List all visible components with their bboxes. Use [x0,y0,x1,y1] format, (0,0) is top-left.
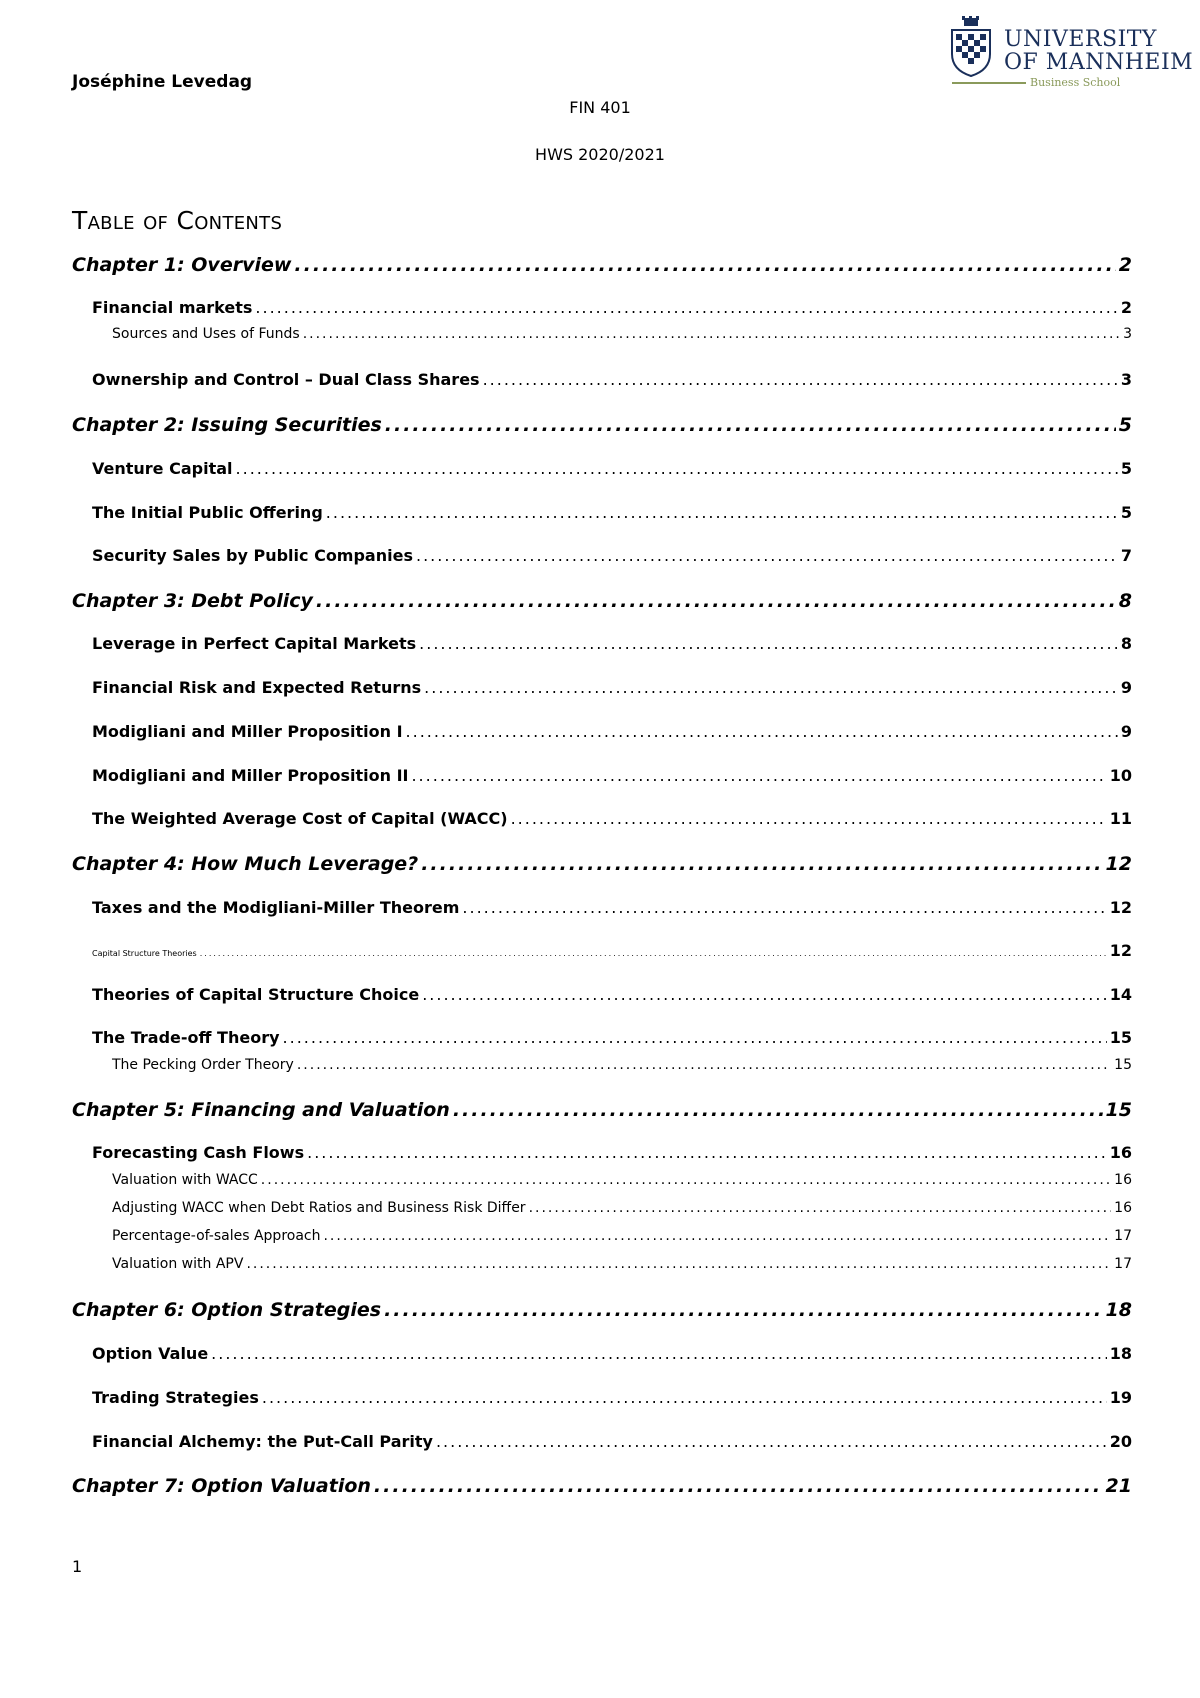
toc-entry-label: Ownership and Control – Dual Class Shares [92,370,480,389]
toc-entry-label: Venture Capital [92,459,233,478]
toc-entry[interactable] [72,1344,1132,1363]
toc-entry-page: 3 [1120,370,1132,389]
toc-entry-page: 2 [1118,254,1132,276]
toc-entry[interactable] [72,898,1132,917]
dot-leader [416,546,1118,565]
dot-leader [462,898,1106,917]
toc-entry-label: Modigliani and Miller Proposition I [92,722,403,741]
toc-entry[interactable] [72,1228,1132,1244]
dot-leader [236,459,1118,478]
toc-entry-label: Adjusting WACC when Debt Ratios and Business Risk Differ [112,1200,526,1216]
dot-leader [283,1028,1107,1047]
toc-entry-page: 20 [1109,1432,1132,1451]
dot-leader [384,1299,1102,1321]
toc-entry-label: Modigliani and Miller Proposition II [92,766,409,785]
toc-entry[interactable] [72,590,1132,612]
toc-entry[interactable] [72,1172,1132,1188]
toc-entry-label: Leverage in Perfect Capital Markets [92,634,417,653]
toc-entry-label: Chapter 2: Issuing Securities [72,414,382,436]
toc-entry-label: Option Value [92,1344,209,1363]
toc-entry-label: Valuation with APV [112,1256,244,1272]
author-name: Joséphine Levedag [72,72,253,92]
toc-entry-page: 5 [1120,503,1132,522]
toc-entry[interactable] [72,1388,1132,1407]
logo-wordmark [1004,28,1193,74]
dot-leader [374,1475,1103,1497]
toc-entry-page: 12 [1109,941,1132,960]
toc-entry[interactable] [72,326,1132,342]
toc-entry-label: The Weighted Average Cost of Capital (WACC) [92,809,508,828]
dot-leader [297,1057,1111,1073]
logo-line-1: UNIVERSITY [1004,27,1157,52]
toc-entry[interactable] [72,853,1132,875]
dot-leader [303,326,1120,342]
dot-leader [200,949,1107,958]
toc-entry[interactable] [72,546,1132,565]
page-number: 1 [72,1557,83,1576]
toc-entry-page: 18 [1109,1344,1132,1363]
toc-entry-page: 18 [1105,1299,1132,1321]
toc-entry[interactable] [72,809,1132,828]
dot-leader [294,254,1115,276]
toc-entry-page: 8 [1118,590,1132,612]
dot-leader [424,678,1118,697]
toc-entry-page: 12 [1105,853,1132,875]
toc-entry-label: Chapter 4: How Much Leverage? [72,853,419,875]
toc-entry-label: Financial markets [92,298,253,317]
toc-entry[interactable] [72,1475,1132,1497]
dot-leader [246,1256,1111,1272]
toc-entry-page: 17 [1114,1256,1132,1272]
toc-entry-page: 17 [1114,1228,1132,1244]
toc-entry-label: Chapter 6: Option Strategies [72,1299,382,1321]
toc-entry-label: Trading Strategies [92,1388,259,1407]
toc-entry-label: Security Sales by Public Companies [92,546,413,565]
toc-entry-page: 12 [1109,898,1132,917]
toc-entry-label: The Initial Public Offering [92,503,323,522]
toc-entry-label: Chapter 3: Debt Policy [72,590,313,612]
toc-entry-label: Valuation with WACC [112,1172,258,1188]
toc-entry-page: 3 [1123,326,1132,342]
toc-title: Table of Contents [72,206,283,235]
toc-entry[interactable] [72,414,1132,436]
toc-entry[interactable] [72,1299,1132,1321]
toc-entry-label: Taxes and the Modigliani-Miller Theorem [92,898,460,917]
toc-entry[interactable] [72,503,1132,522]
logo-rule [952,82,1026,84]
dot-leader [529,1200,1112,1216]
toc-entry-page: 14 [1109,985,1132,1004]
toc-entry-page: 21 [1105,1475,1132,1497]
dot-leader [411,766,1106,785]
dot-leader [326,503,1118,522]
logo-subtitle: Business School [1030,76,1121,89]
toc-entry[interactable] [72,459,1132,478]
toc-entry[interactable] [72,1432,1132,1451]
toc-entry[interactable] [72,1143,1132,1162]
toc-entry-page: 16 [1114,1200,1132,1216]
toc-entry-label: Financial Risk and Expected Returns [92,678,422,697]
toc-entry-page: 16 [1109,1143,1132,1162]
toc-entry-label: The Pecking Order Theory [112,1057,294,1073]
toc-entry-page: 15 [1109,1028,1132,1047]
toc-entry-page: 15 [1114,1057,1132,1073]
toc-entry[interactable] [72,678,1132,697]
toc-entry[interactable] [72,254,1132,276]
toc-entry-label: Chapter 5: Financing and Valuation [72,1099,450,1121]
toc-entry-page: 11 [1109,809,1132,828]
university-logo [944,14,1194,92]
toc-entry[interactable] [72,370,1132,389]
course-code: FIN 401 [569,98,631,117]
logo-line-2: OF MANNHEIM [1004,50,1194,75]
course-term: HWS 2020/2021 [535,145,665,164]
toc-entry-page: 10 [1109,766,1132,785]
dot-leader [262,1388,1107,1407]
dot-leader [483,370,1118,389]
dot-leader [419,634,1118,653]
toc-entry[interactable] [72,1057,1132,1073]
toc-entry-label: Percentage-of-sales Approach [112,1228,321,1244]
toc-entry-page: 5 [1118,414,1132,436]
toc-entry-page: 19 [1109,1388,1132,1407]
toc-entry-label: Forecasting Cash Flows [92,1143,305,1162]
dot-leader [511,809,1107,828]
toc-entry-label: The Trade-off Theory [92,1028,280,1047]
dot-leader [436,1432,1107,1451]
toc-entry[interactable] [72,634,1132,653]
dot-leader [453,1099,1103,1121]
toc-entry-label: Chapter 7: Option Valuation [72,1475,371,1497]
toc-entry-label: Capital Structure Theories [92,949,197,958]
dot-leader [316,590,1116,612]
toc-entry[interactable] [72,298,1132,317]
toc-entry-page: 9 [1120,722,1132,741]
toc-entry[interactable] [72,1099,1132,1121]
dot-leader [385,414,1116,436]
toc-entry-label: Financial Alchemy: the Put-Call Parity [92,1432,433,1451]
dot-leader [255,298,1117,317]
toc-entry[interactable] [72,985,1132,1004]
crest-icon [944,16,998,78]
dot-leader [421,853,1102,875]
toc-entry-page: 5 [1120,459,1132,478]
toc-entry-page: 2 [1120,298,1132,317]
toc-entry[interactable] [72,941,1132,960]
toc-entry[interactable] [72,1028,1132,1047]
toc-entry-page: 9 [1120,678,1132,697]
dot-leader [211,1344,1107,1363]
toc-entry-page: 7 [1120,546,1132,565]
toc-entry-page: 8 [1120,634,1132,653]
dot-leader [307,1143,1107,1162]
toc-entry[interactable] [72,1200,1132,1216]
dot-leader [323,1228,1111,1244]
toc-entry[interactable] [72,766,1132,785]
toc-entry-label: Chapter 1: Overview [72,254,292,276]
toc-entry-page: 16 [1114,1172,1132,1188]
toc-entry[interactable] [72,1256,1132,1272]
toc-entry[interactable] [72,722,1132,741]
dot-leader [422,985,1107,1004]
dot-leader [406,722,1118,741]
toc-entry-label: Theories of Capital Structure Choice [92,985,420,1004]
toc-entry-page: 15 [1105,1099,1132,1121]
toc-entry-label: Sources and Uses of Funds [112,326,300,342]
dot-leader [261,1172,1111,1188]
